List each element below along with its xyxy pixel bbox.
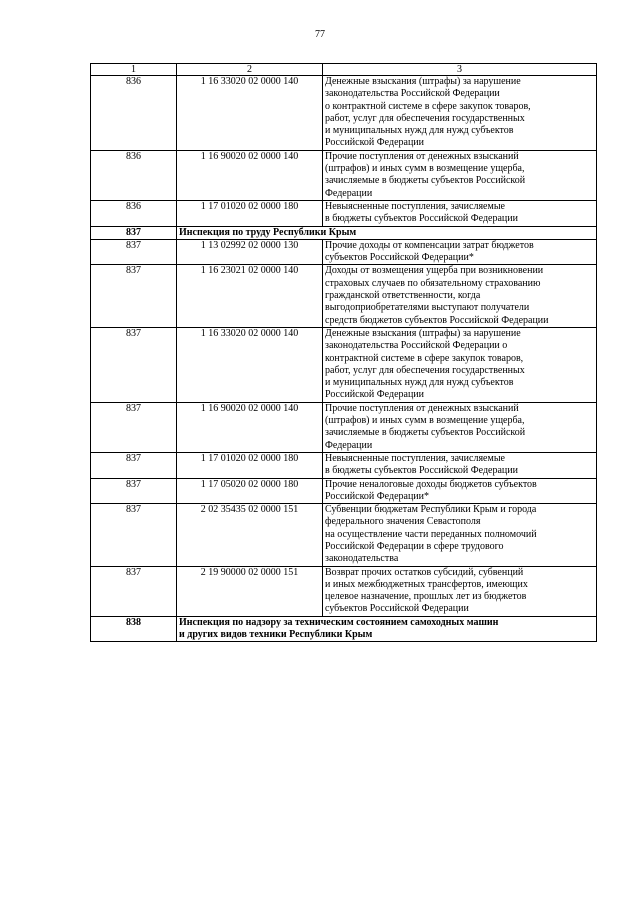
column-header-2: 2 [177,64,323,76]
admin-code-cell: 837 [91,566,177,616]
revenue-name-line: гражданской ответственности, когда [325,290,481,302]
budget-code-cell: 1 16 33020 02 0000 140 [177,327,323,402]
table-row [91,478,597,504]
admin-code-cell: 837 [91,239,177,265]
admin-code-cell: 836 [91,76,177,151]
revenue-name-cell [323,200,597,226]
section-title-line: Инспекция по надзору за техническим состоянием самоходных машин [179,616,499,628]
budget-code-cell: 1 17 01020 02 0000 180 [177,200,323,226]
revenue-name-line: страховых случаев по обязательному страхованию [325,277,541,289]
revenue-name-line: на осуществление части переданных полномочий [325,528,537,540]
revenue-name-line: Российской Федерации* [325,490,430,502]
revenue-name-line: Прочие доходы от компенсации затрат бюджетов [325,239,534,251]
revenue-name-cell [323,327,597,402]
revenue-name-cell [323,478,597,504]
column-header-1: 1 [91,64,177,76]
revenue-name-line: и иных межбюджетных трансфертов, имеющих [325,578,528,590]
revenue-name-line: в бюджеты субъектов Российской Федерации [325,465,518,477]
revenue-name-cell [323,265,597,327]
section-title-line: Инспекция по труду Республики Крым [179,226,357,238]
admin-code-cell: 836 [91,200,177,226]
revenue-name-line: о контрактной системе в сфере закупок товаров, [325,100,531,112]
table-row [91,76,597,151]
budget-code-cell: 1 17 05020 02 0000 180 [177,478,323,504]
revenue-name-line: субъектов Российской Федерации [325,603,469,615]
section-header-row [91,226,597,239]
revenue-name-line: Невыясненные поступления, зачисляемые [325,452,505,464]
revenue-name-line: Прочие поступления от денежных взысканий [325,150,519,162]
revenue-name-line: выгодоприобретателями выступают получатели [325,302,530,314]
page-number: 77 [315,29,325,40]
revenue-name-line: работ, услуг для обеспечения государственных [325,364,525,376]
admin-code-cell: 837 [91,452,177,478]
revenue-name-line: законодательства Российской Федерации [325,88,500,100]
budget-code-cell: 2 02 35435 02 0000 151 [177,504,323,566]
revenue-name-line: субъектов Российской Федерации* [325,252,474,264]
table-row [91,402,597,452]
revenue-name-line: Российской Федерации [325,389,425,401]
revenue-name-cell [323,239,597,265]
section-title-line: и других видов техники Республики Крым [179,629,373,641]
revenue-name-line: средств бюджетов субъектов Российской Федерации [325,314,549,326]
budget-revenue-table [90,63,597,642]
revenue-name-line: работ, услуг для обеспечения государственных [325,112,525,124]
revenue-name-line: законодательства [325,553,399,565]
revenue-name-line: зачисляемые в бюджеты субъектов Российской [325,175,526,187]
revenue-name-line: Субвенции бюджетам Республики Крым и города [325,504,537,516]
revenue-name-line: зачисляемые в бюджеты субъектов Российской [325,427,526,439]
budget-code-cell: 1 13 02992 02 0000 130 [177,239,323,265]
revenue-name-line: Российской Федерации в сфере трудового [325,540,504,552]
table-row [91,239,597,265]
table-header-row [91,64,597,76]
revenue-name-line: целевое назначение, прошлых лет из бюджетов [325,591,527,603]
revenue-name-line: Доходы от возмещения ущерба при возникновении [325,265,544,277]
admin-code-cell: 837 [91,265,177,327]
revenue-name-cell [323,402,597,452]
table-row [91,452,597,478]
revenue-name-line: Возврат прочих остатков субсидий, субвенций [325,566,524,578]
revenue-name-line: Прочие неналоговые доходы бюджетов субъектов [325,478,537,490]
table-row [91,504,597,566]
column-header-3: 3 [323,64,597,76]
admin-code-cell: 837 [91,327,177,402]
budget-code-cell: 1 16 33020 02 0000 140 [177,76,323,151]
revenue-name-line: Российской Федерации [325,137,425,149]
table-row [91,150,597,200]
revenue-name-line: Федерации [325,439,373,451]
revenue-name-line: Прочие поступления от денежных взысканий [325,402,519,414]
revenue-name-line: законодательства Российской Федерации о [325,340,508,352]
admin-code-cell: 837 [91,226,177,239]
revenue-name-line: Денежные взыскания (штрафы) за нарушение [325,327,521,339]
section-title-cell [177,616,597,642]
revenue-name-line: Федерации [325,187,373,199]
revenue-name-cell [323,76,597,151]
admin-code-cell: 837 [91,504,177,566]
revenue-name-line: и муниципальных нужд для нужд субъектов [325,377,514,389]
budget-code-cell: 2 19 90000 02 0000 151 [177,566,323,616]
revenue-name-line: и муниципальных нужд для нужд субъектов [325,125,514,137]
revenue-name-line: федерального значения Севастополя [325,516,481,528]
section-header-row [91,616,597,642]
revenue-name-cell [323,566,597,616]
table-row [91,200,597,226]
budget-code-cell: 1 16 90020 02 0000 140 [177,402,323,452]
section-title-cell [177,226,597,239]
table-body [91,64,597,642]
table-row [91,327,597,402]
admin-code-cell: 838 [91,616,177,642]
revenue-name-line: в бюджеты субъектов Российской Федерации [325,213,518,225]
table-row [91,265,597,327]
revenue-name-cell [323,504,597,566]
admin-code-cell: 837 [91,402,177,452]
budget-code-cell: 1 16 90020 02 0000 140 [177,150,323,200]
revenue-name-line: (штрафов) и иных сумм в возмещение ущерба, [325,163,525,175]
revenue-name-line: контрактной системе в сфере закупок товаров, [325,352,524,364]
revenue-name-line: Денежные взыскания (штрафы) за нарушение [325,76,521,87]
revenue-name-cell [323,150,597,200]
admin-code-cell: 836 [91,150,177,200]
revenue-name-cell [323,452,597,478]
revenue-name-line: Невыясненные поступления, зачисляемые [325,200,505,212]
budget-code-cell: 1 16 23021 02 0000 140 [177,265,323,327]
revenue-name-line: (штрафов) и иных сумм в возмещение ущерба, [325,415,525,427]
admin-code-cell: 837 [91,478,177,504]
budget-code-cell: 1 17 01020 02 0000 180 [177,452,323,478]
table-row [91,566,597,616]
